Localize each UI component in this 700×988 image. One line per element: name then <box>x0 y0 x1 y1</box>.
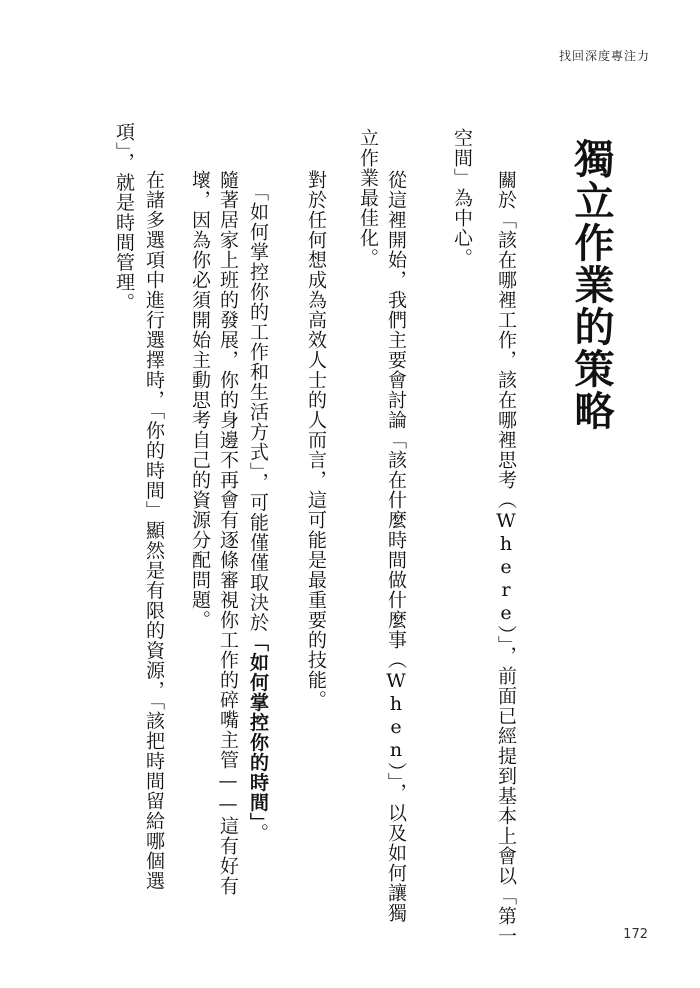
paragraph-line: 對於任何想成為高效人士的人而言，這可能是最重要的技能。 <box>305 170 327 710</box>
line-text-before: 「如何掌控你的工作和生活方式」，可能僅僅取決於 <box>247 182 269 633</box>
paragraph-line: 隨著居家上班的發展，你的身邊不再會有逐條審視你工作的碎嘴主管——這有好有 <box>217 170 239 896</box>
paragraph-line: 在諸多選項中進行選擇時，「你的時間」顯然是有限的資源，「該把時間留給哪個選 <box>143 170 165 891</box>
paragraph-line: 立作業最佳化。 <box>357 128 379 268</box>
line-text-after: 。 <box>247 823 269 843</box>
running-header: 找回深度專注力 <box>558 49 650 63</box>
page-number: 172 <box>623 927 648 942</box>
paragraph-line: 空間」為中心。 <box>451 128 473 268</box>
paragraph-line: 從這裡開始，我們主要會討論「該在什麼時間做什麼事（When）」，以及如何讓獨 <box>385 170 407 923</box>
paragraph-line <box>244 182 272 843</box>
page-title: 獨立作業的策略 <box>568 138 614 432</box>
paragraph-line: 關於「該在哪裡工作，該在哪裡思考（Where）」，前面已經提到基本上會以「第一 <box>495 170 517 946</box>
paragraph-line: 項」，就是時間管理。 <box>113 122 135 313</box>
paragraph-line: 壞，因為你必須開始主動思考自己的資源分配問題。 <box>189 170 211 630</box>
emphasis-text: 「如何掌控你的時間」 <box>247 632 269 823</box>
